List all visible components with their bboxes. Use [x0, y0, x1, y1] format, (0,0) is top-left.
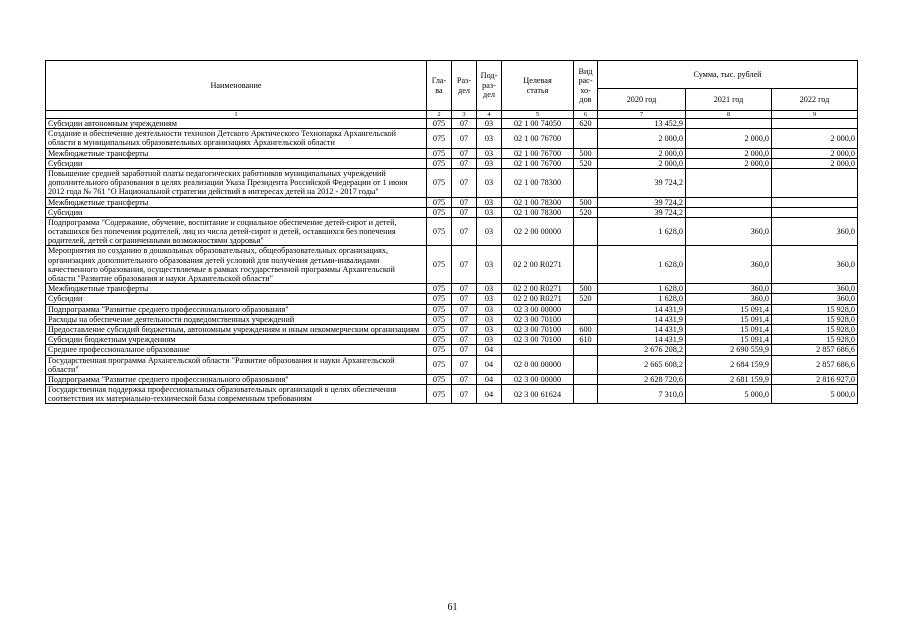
table-row [46, 324, 858, 334]
table-row [46, 345, 858, 355]
cell-sum-2021: 2 690 559,9 [686, 345, 772, 355]
cell-sum-2021: 2 000,0 [686, 148, 772, 158]
header-2020: 2020 год [598, 89, 686, 111]
cell-razdel: 07 [452, 355, 477, 374]
table-row [46, 314, 858, 324]
cell-sum-2020: 39 724,2 [598, 168, 686, 197]
cell-podrazdel: 03 [477, 168, 502, 197]
header-name: Наименование [46, 61, 427, 111]
cell-podrazdel: 03 [477, 324, 502, 334]
cell-sum-2022: 360,0 [772, 246, 858, 284]
header-glava: Гла- ва [427, 61, 452, 111]
cell-vid-rashodov: 520 [574, 207, 598, 217]
cell-name: Государственная программа Архангельской области "Развитие образования и науки Архангельской области" [46, 355, 427, 374]
cell-name: Подпрограмма "Развитие среднего профессионального образования" [46, 374, 427, 384]
cell-razdel: 07 [452, 148, 477, 158]
cell-sum-2022 [772, 119, 858, 129]
cell-podrazdel: 04 [477, 355, 502, 374]
cell-celevaya-statya: 02 3 00 00000 [502, 374, 574, 384]
cell-sum-2020: 39 724,2 [598, 207, 686, 217]
header-vid-rashodov: Вид рас- хо- дов [574, 61, 598, 111]
cell-celevaya-statya: 02 2 00 R0271 [502, 284, 574, 294]
cell-sum-2022: 15 928,0 [772, 304, 858, 314]
cell-sum-2022: 15 928,0 [772, 314, 858, 324]
header-sum-group: Сумма, тыс. рублей [598, 61, 858, 89]
cell-sum-2022 [772, 168, 858, 197]
cell-sum-2020: 1 628,0 [598, 246, 686, 284]
table-row [46, 284, 858, 294]
cell-name: Среднее профессиональное образование [46, 345, 427, 355]
cell-glava: 075 [427, 304, 452, 314]
cell-celevaya-statya: 02 1 00 76700 [502, 158, 574, 168]
cell-glava: 075 [427, 119, 452, 129]
header-podrazdel: Под- раз- дел [477, 61, 502, 111]
cell-celevaya-statya: 02 3 00 70100 [502, 314, 574, 324]
table-row [46, 217, 858, 246]
cell-razdel: 07 [452, 314, 477, 324]
cell-sum-2022: 360,0 [772, 217, 858, 246]
table-row [46, 246, 858, 284]
col-number: 1 [46, 111, 427, 119]
cell-razdel: 07 [452, 345, 477, 355]
cell-vid-rashodov: 500 [574, 197, 598, 207]
cell-name: Субсидии [46, 294, 427, 304]
cell-sum-2020: 14 431,9 [598, 324, 686, 334]
table-row [46, 197, 858, 207]
cell-sum-2020: 1 628,0 [598, 217, 686, 246]
cell-sum-2022: 5 000,0 [772, 385, 858, 404]
col-number: 8 [686, 111, 772, 119]
cell-vid-rashodov [574, 304, 598, 314]
cell-sum-2022: 15 928,0 [772, 324, 858, 334]
cell-sum-2020: 1 628,0 [598, 284, 686, 294]
table-row [46, 158, 858, 168]
cell-podrazdel: 03 [477, 197, 502, 207]
header-2022: 2022 год [772, 89, 858, 111]
cell-vid-rashodov: 500 [574, 148, 598, 158]
cell-sum-2022: 2 816 927,0 [772, 374, 858, 384]
cell-razdel: 07 [452, 168, 477, 197]
cell-vid-rashodov: 610 [574, 335, 598, 345]
table-row [46, 294, 858, 304]
cell-sum-2020: 39 724,2 [598, 197, 686, 207]
header-razdel: Раз- дел [452, 61, 477, 111]
cell-sum-2022: 360,0 [772, 284, 858, 294]
cell-celevaya-statya: 02 2 00 R0271 [502, 246, 574, 284]
cell-sum-2022: 15 928,0 [772, 335, 858, 345]
cell-razdel: 07 [452, 158, 477, 168]
cell-celevaya-statya: 02 1 00 78300 [502, 197, 574, 207]
cell-name: Субсидии [46, 158, 427, 168]
cell-sum-2020: 14 431,9 [598, 304, 686, 314]
cell-glava: 075 [427, 217, 452, 246]
cell-razdel: 07 [452, 217, 477, 246]
cell-podrazdel: 03 [477, 148, 502, 158]
col-number: 4 [477, 111, 502, 119]
cell-podrazdel: 04 [477, 345, 502, 355]
cell-celevaya-statya: 02 1 00 76700 [502, 129, 574, 148]
cell-celevaya-statya: 02 2 00 R0271 [502, 294, 574, 304]
cell-vid-rashodov [574, 168, 598, 197]
cell-sum-2021: 2 681 159,9 [686, 374, 772, 384]
cell-sum-2020: 1 628,0 [598, 294, 686, 304]
cell-sum-2022: 2 000,0 [772, 129, 858, 148]
budget-table [45, 60, 858, 404]
cell-glava: 075 [427, 335, 452, 345]
cell-sum-2021: 2 000,0 [686, 129, 772, 148]
cell-name: Предоставление субсидий бюджетным, автономным учреждениям и иным некоммерческим организациям [46, 324, 427, 334]
cell-glava: 075 [427, 324, 452, 334]
cell-name: Повышение средней заработной платы педагогических работников муниципальных учреждений дополнительного образования в целях реализации Указа Президента Российской Федерации от 1 июня 2012 года № 761 "О Национальной стратегии действий в интересах детей на 2012 - 2017 годы" [46, 168, 427, 197]
cell-name: Межбюджетные трансферты [46, 284, 427, 294]
cell-razdel: 07 [452, 207, 477, 217]
col-number: 5 [502, 111, 574, 119]
header-2021: 2021 год [686, 89, 772, 111]
cell-razdel: 07 [452, 197, 477, 207]
cell-celevaya-statya: 02 3 00 70100 [502, 335, 574, 345]
cell-sum-2021 [686, 168, 772, 197]
table-row [46, 119, 858, 129]
cell-vid-rashodov: 500 [574, 284, 598, 294]
cell-vid-rashodov: 620 [574, 119, 598, 129]
cell-vid-rashodov [574, 355, 598, 374]
cell-sum-2021: 15 091,4 [686, 335, 772, 345]
cell-sum-2020: 14 431,9 [598, 314, 686, 324]
cell-sum-2020: 13 452,9 [598, 119, 686, 129]
cell-sum-2022 [772, 207, 858, 217]
cell-glava: 075 [427, 374, 452, 384]
col-number: 9 [772, 111, 858, 119]
cell-razdel: 07 [452, 385, 477, 404]
col-number: 2 [427, 111, 452, 119]
cell-podrazdel: 03 [477, 217, 502, 246]
cell-razdel: 07 [452, 246, 477, 284]
table-row [46, 207, 858, 217]
header-celevaya-statya: Целевая статья [502, 61, 574, 111]
table-row [46, 168, 858, 197]
cell-glava: 075 [427, 168, 452, 197]
cell-podrazdel: 03 [477, 158, 502, 168]
cell-vid-rashodov [574, 374, 598, 384]
cell-name: Субсидии автономным учреждениям [46, 119, 427, 129]
table-row [46, 355, 858, 374]
cell-vid-rashodov: 520 [574, 294, 598, 304]
cell-celevaya-statya: 02 1 00 76700 [502, 148, 574, 158]
cell-vid-rashodov [574, 345, 598, 355]
cell-celevaya-statya: 02 0 00 00000 [502, 355, 574, 374]
cell-name: Подпрограмма "Содержание, обучение, воспитание и социальное обеспечение детей-сирот и детей, оставшихся без попечения родителей, лиц из числа детей-сирот и детей, оставшихся без попечения родителей, детей с ограниченными возможностями здоровья" [46, 217, 427, 246]
cell-sum-2022: 2 000,0 [772, 148, 858, 158]
table-row [46, 129, 858, 148]
cell-podrazdel: 04 [477, 385, 502, 404]
cell-celevaya-statya: 02 3 00 61624 [502, 385, 574, 404]
table-row [46, 385, 858, 404]
cell-name: Межбюджетные трансферты [46, 197, 427, 207]
table-row [46, 304, 858, 314]
cell-razdel: 07 [452, 119, 477, 129]
cell-name: Государственная поддержка профессиональных образовательных организаций в целях обеспечения соответствия их материально-технической базы современным требованиям [46, 385, 427, 404]
cell-glava: 075 [427, 207, 452, 217]
cell-celevaya-statya: 02 1 00 78300 [502, 168, 574, 197]
table-row [46, 335, 858, 345]
cell-sum-2022: 2 000,0 [772, 158, 858, 168]
cell-razdel: 07 [452, 374, 477, 384]
cell-celevaya-statya [502, 345, 574, 355]
cell-sum-2021: 2 684 159,9 [686, 355, 772, 374]
cell-sum-2020: 2 000,0 [598, 129, 686, 148]
cell-sum-2021: 360,0 [686, 284, 772, 294]
cell-glava: 075 [427, 345, 452, 355]
cell-sum-2020: 2 000,0 [598, 148, 686, 158]
cell-sum-2020: 2 628 720,6 [598, 374, 686, 384]
cell-razdel: 07 [452, 304, 477, 314]
cell-glava: 075 [427, 148, 452, 158]
cell-sum-2022 [772, 197, 858, 207]
cell-glava: 075 [427, 246, 452, 284]
cell-glava: 075 [427, 129, 452, 148]
cell-podrazdel: 03 [477, 284, 502, 294]
cell-sum-2022: 2 857 686,6 [772, 355, 858, 374]
cell-podrazdel: 03 [477, 207, 502, 217]
cell-glava: 075 [427, 314, 452, 324]
cell-sum-2020: 7 310,0 [598, 385, 686, 404]
cell-podrazdel: 03 [477, 335, 502, 345]
cell-glava: 075 [427, 355, 452, 374]
cell-sum-2020: 2 676 208,2 [598, 345, 686, 355]
cell-vid-rashodov [574, 385, 598, 404]
cell-name: Создание и обеспечение деятельности технозон Детского Арктического Технопарка Архангельской области в муниципальных образовательных организациях Архангельской области [46, 129, 427, 148]
cell-celevaya-statya: 02 3 00 00000 [502, 304, 574, 314]
cell-sum-2022: 360,0 [772, 294, 858, 304]
cell-sum-2021: 15 091,4 [686, 304, 772, 314]
cell-razdel: 07 [452, 335, 477, 345]
cell-sum-2021 [686, 197, 772, 207]
cell-podrazdel: 03 [477, 119, 502, 129]
cell-name: Расходы на обеспечение деятельности подведомственных учреждений [46, 314, 427, 324]
cell-sum-2020: 2 665 608,2 [598, 355, 686, 374]
cell-vid-rashodov: 600 [574, 324, 598, 334]
cell-name: Субсидии [46, 207, 427, 217]
cell-celevaya-statya: 02 2 00 00000 [502, 217, 574, 246]
cell-glava: 075 [427, 294, 452, 304]
cell-sum-2021: 360,0 [686, 217, 772, 246]
cell-vid-rashodov [574, 246, 598, 284]
cell-podrazdel: 04 [477, 374, 502, 384]
cell-podrazdel: 03 [477, 304, 502, 314]
cell-podrazdel: 03 [477, 314, 502, 324]
cell-sum-2021: 360,0 [686, 294, 772, 304]
cell-vid-rashodov [574, 129, 598, 148]
cell-vid-rashodov [574, 217, 598, 246]
cell-glava: 075 [427, 284, 452, 294]
cell-sum-2021 [686, 119, 772, 129]
cell-name: Межбюджетные трансферты [46, 148, 427, 158]
cell-vid-rashodov [574, 314, 598, 324]
cell-sum-2021: 15 091,4 [686, 314, 772, 324]
cell-sum-2020: 14 431,9 [598, 335, 686, 345]
cell-sum-2021: 15 091,4 [686, 324, 772, 334]
cell-glava: 075 [427, 158, 452, 168]
col-number: 6 [574, 111, 598, 119]
cell-podrazdel: 03 [477, 246, 502, 284]
cell-razdel: 07 [452, 284, 477, 294]
page-number: 61 [447, 602, 458, 613]
cell-razdel: 07 [452, 324, 477, 334]
cell-name: Субсидии бюджетным учреждениям [46, 335, 427, 345]
cell-podrazdel: 03 [477, 129, 502, 148]
cell-sum-2022: 2 857 686,6 [772, 345, 858, 355]
column-numbers-row [46, 111, 858, 119]
cell-celevaya-statya: 02 1 00 78300 [502, 207, 574, 217]
cell-vid-rashodov: 520 [574, 158, 598, 168]
cell-glava: 075 [427, 197, 452, 207]
cell-glava: 075 [427, 385, 452, 404]
cell-sum-2021: 360,0 [686, 246, 772, 284]
cell-name: Подпрограмма "Развитие среднего профессионального образования" [46, 304, 427, 314]
cell-sum-2021 [686, 207, 772, 217]
cell-sum-2020: 2 000,0 [598, 158, 686, 168]
cell-podrazdel: 03 [477, 294, 502, 304]
cell-celevaya-statya: 02 3 00 70100 [502, 324, 574, 334]
cell-sum-2021: 2 000,0 [686, 158, 772, 168]
cell-razdel: 07 [452, 129, 477, 148]
cell-razdel: 07 [452, 294, 477, 304]
cell-sum-2021: 5 000,0 [686, 385, 772, 404]
col-number: 3 [452, 111, 477, 119]
table-row [46, 374, 858, 384]
col-number: 7 [598, 111, 686, 119]
cell-name: Мероприятия по созданию в дошкольных образовательных, общеобразовательных организациях, организациях дополнительного образования детей условий для получения детьми-инвалидами качественного образования, осуществляемые в рамках государственной программы Архангельской области "Развитие образования и науки Архангельской области" [46, 246, 427, 284]
table-row [46, 148, 858, 158]
cell-celevaya-statya: 02 1 00 74050 [502, 119, 574, 129]
